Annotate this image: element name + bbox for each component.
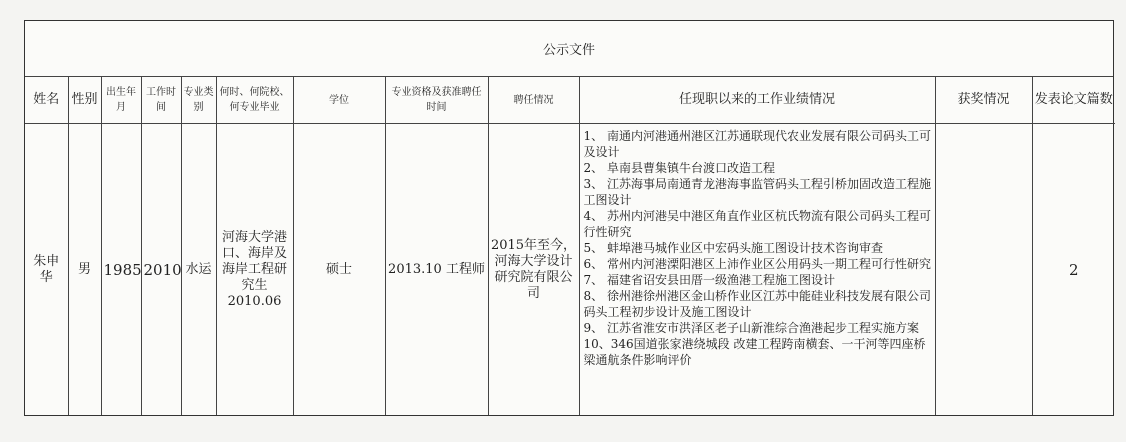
cell-achievements [579, 124, 935, 416]
achievement-item: 4、 苏州内河港吴中港区角直作业区杭氏物流有限公司码头工程可行性研究 [583, 209, 931, 239]
cell-work-time: 2010 [141, 124, 181, 416]
cell-qualification: 2013.10 工程师 [385, 124, 488, 416]
header-row [25, 77, 1115, 124]
header-appointment: 聘任情况 [488, 77, 579, 124]
achievement-item: 5、 蚌埠港马城作业区中宏码头施工图设计技术咨询审查 [583, 241, 883, 255]
header-achievements: 任现职以来的工作业绩情况 [579, 77, 935, 124]
header-qualification: 专业资格及获准聘任时间 [385, 77, 488, 124]
cell-appointment: 2015年至今，河海大学设计研究院有限公司 [488, 124, 579, 416]
cell-name: 朱申华 [25, 124, 68, 416]
cell-major-type: 水运 [181, 124, 216, 416]
header-birth: 出生年月 [101, 77, 141, 124]
achievement-item: 7、 福建省诏安县田厝一级渔港工程施工图设计 [583, 273, 835, 287]
cell-birth: 1985 [101, 124, 141, 416]
cell-degree: 硕士 [293, 124, 385, 416]
cell-graduation: 河海大学港口、海岸及海岸工程研究生2010.06 [216, 124, 293, 416]
achievement-item: 10、346国道张家港绕城段 改建工程跨南横套、一干河等四座桥梁通航条件影响评价 [583, 337, 926, 367]
achievement-item: 6、 常州内河港溧阳港区上沛作业区公用码头一期工程可行性研究 [583, 257, 931, 271]
header-work-time: 工作时间 [141, 77, 181, 124]
achievement-item: 3、 江苏海事局南通青龙港海事监管码头工程引桥加固改造工程施工图设计 [583, 177, 931, 207]
achievement-item: 2、 阜南县曹集镇牛台渡口改造工程 [583, 161, 775, 175]
header-major-type: 专业类别 [181, 77, 216, 124]
cell-papers: 2 [1032, 124, 1115, 416]
header-name: 姓名 [25, 77, 68, 124]
achievement-item: 8、 徐州港徐州港区金山桥作业区江苏中能硅业科技发展有限公司码头工程初步设计及施工图设计 [583, 289, 931, 319]
announcement-table-frame [24, 20, 1114, 416]
cell-awards [935, 124, 1032, 416]
personnel-table [25, 77, 1115, 415]
header-awards: 获奖情况 [935, 77, 1032, 124]
header-gender: 性别 [68, 77, 101, 124]
header-degree: 学位 [293, 77, 385, 124]
table-row [25, 124, 1115, 416]
header-graduation: 何时、何院校、何专业毕业 [216, 77, 293, 124]
cell-gender: 男 [68, 124, 101, 416]
header-papers: 发表论文篇数 [1032, 77, 1115, 124]
achievement-item: 9、 江苏省淮安市洪泽区老子山新淮综合渔港起步工程实施方案 [583, 321, 919, 335]
table-title: 公示文件 [25, 21, 1113, 77]
achievement-item: 1、 南通内河港通州港区江苏通联现代农业发展有限公司码头工可及设计 [583, 129, 931, 159]
